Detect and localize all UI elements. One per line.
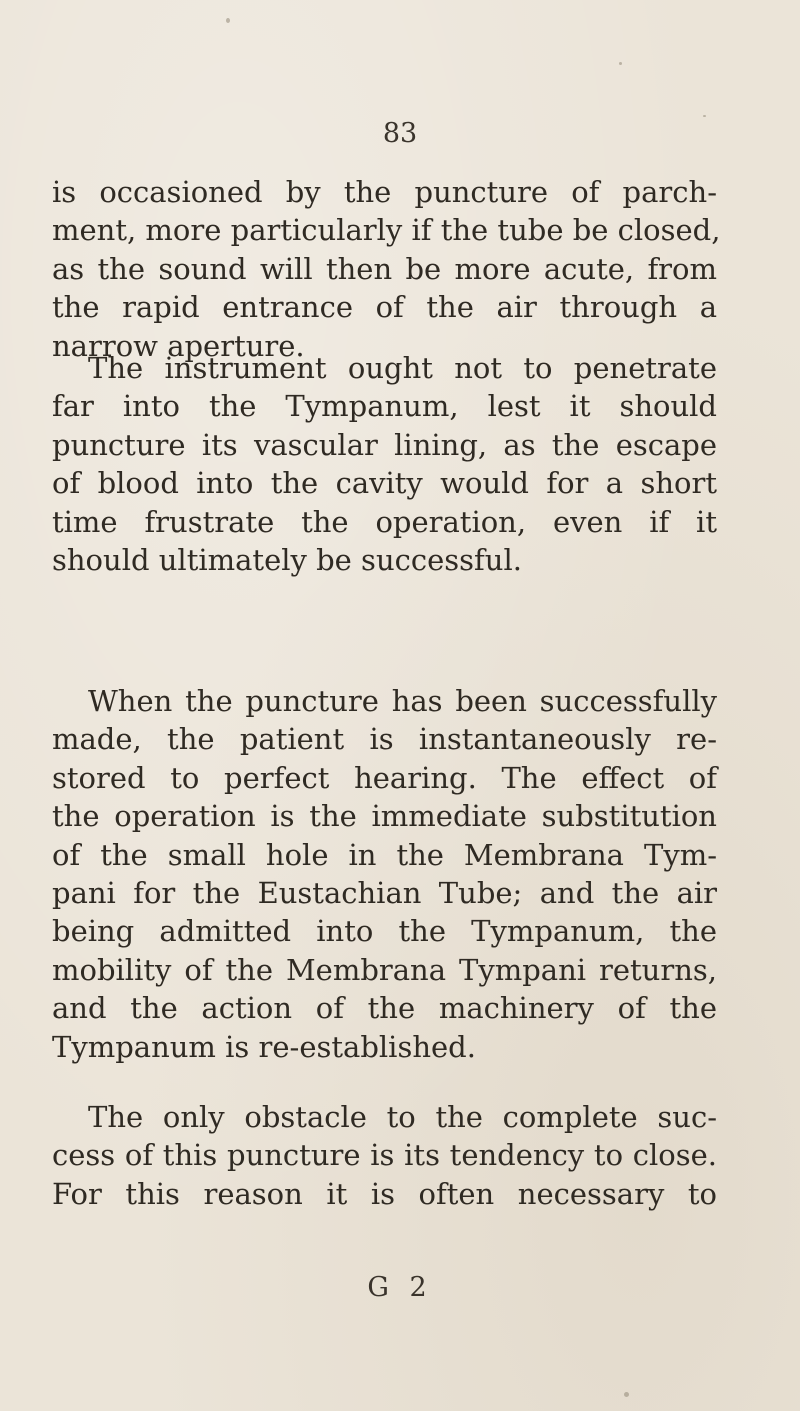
- signature-mark: G 2: [367, 1272, 433, 1303]
- text-line: being admitted into the Tympanum, the: [52, 914, 717, 949]
- paragraph-2: [52, 349, 717, 579]
- text-line: and the action of the machinery of the: [52, 991, 717, 1026]
- text-line: The instrument ought not to penetrate: [88, 351, 717, 385]
- page-number: 83: [382, 118, 418, 149]
- paper-speck: [624, 1392, 629, 1397]
- paper-speck: [703, 115, 706, 117]
- text-line: stored to perfect hearing. The effect of: [52, 760, 717, 795]
- text-line: mobility of the Membrana Tympani returns,: [52, 952, 717, 987]
- text-line: ment, more particularly if the tube be closed,: [52, 213, 721, 248]
- text-line: pani for the Eustachian Tube; and the air: [52, 876, 717, 911]
- text-line: narrow aperture.: [52, 328, 305, 363]
- paper-speck: [619, 62, 622, 65]
- text-line: as the sound will then be more acute, from: [52, 251, 717, 286]
- text-line: For this reason it is often necessary to: [52, 1176, 717, 1211]
- text-line: Tympanum is re-established.: [52, 1029, 476, 1064]
- text-line: puncture its vascular lining, as the escape: [52, 427, 717, 462]
- text-line: the operation is the immediate substitution: [52, 799, 717, 834]
- paper-speck: [226, 18, 230, 23]
- text-line: When the puncture has been successfully: [88, 684, 717, 718]
- text-line: made, the patient is instantaneously re-: [52, 722, 717, 757]
- text-line: far into the Tympanum, lest it should: [52, 389, 717, 424]
- text-line: time frustrate the operation, even if it: [52, 504, 717, 539]
- paragraph-3: [52, 682, 717, 1066]
- text-line: is occasioned by the puncture of parch-: [52, 175, 717, 209]
- paragraph-1: [52, 173, 721, 365]
- text-line: of the small hole in the Membrana Tym-: [52, 837, 717, 872]
- text-line: should ultimately be successful.: [52, 543, 522, 578]
- text-line: the rapid entrance of the air through a: [52, 290, 717, 325]
- paragraph-4: [52, 1098, 717, 1213]
- text-line: The only obstacle to the complete suc-: [88, 1100, 717, 1134]
- text-line: cess of this puncture is its tendency to close.: [52, 1138, 717, 1173]
- text-line: of blood into the cavity would for a short: [52, 466, 717, 501]
